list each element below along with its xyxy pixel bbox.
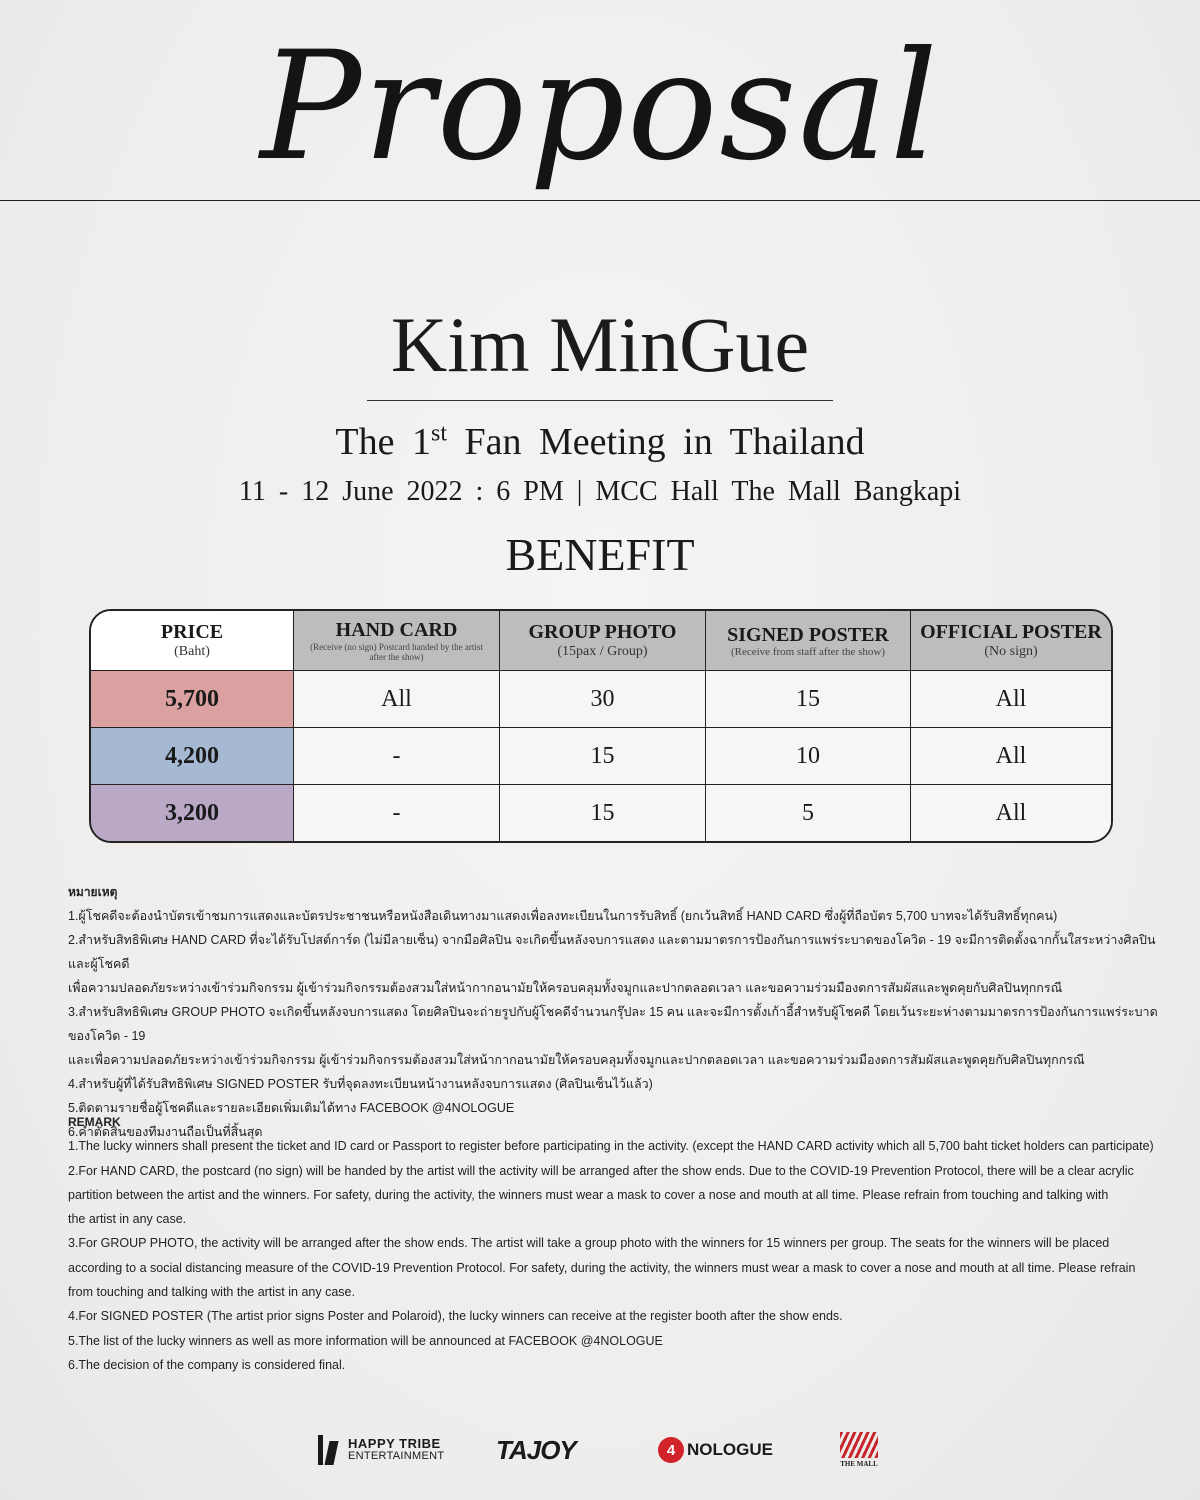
the-mall-text: THE MALL xyxy=(840,1460,878,1468)
note-line: 3.สำหรับสิทธิพิเศษ GROUP PHOTO จะเกิดขึ้นหลังจบการแสดง โดยศิลปินจะถ่ายรูปกับผู้โชคดีจำนวนกรุ๊ปละ 15 คน และจะมีการตั้งเก้าอี้สำหรับผู้โชคดี โดยเว้นระยะห่างตามมาตรการป้องกันการแพร่ระบาดของโควิด - 19 xyxy=(68,1005,1158,1043)
note-line: 4.สำหรับผู้ที่ได้รับสิทธิพิเศษ SIGNED POSTER รับที่จุดลงทะเบียนหน้างานหลังจบการแสดง (ศิลปินเซ็นไว้แล้ว) xyxy=(68,1077,653,1091)
tajoy-logo: TAJOY xyxy=(496,1434,576,1465)
happy-tribe-logo xyxy=(318,1428,444,1472)
table-cell: 15 xyxy=(500,785,706,841)
remark-line: from touching and talking with the artist in any case. xyxy=(68,1285,355,1300)
table-cell: 15 xyxy=(706,671,911,728)
remark-line: partition between the artist and the winners. For safety, during the activity, the winners must wear a mask to cover a nose and mouth at all time. Please refrain from touching and talking with xyxy=(68,1187,1109,1202)
price-cell: 4,200 xyxy=(91,728,294,785)
note-line: 5.ติดตามรายชื่อผู้โชคดีและรายละเอียดเพิ่มเติมได้ทาง FACEBOOK @4NOLOGUE xyxy=(68,1101,515,1115)
sponsor-logos xyxy=(0,1428,1200,1472)
notes-thai xyxy=(68,880,1168,1144)
header-price: PRICE (Baht) xyxy=(91,611,294,671)
table-cell: 5 xyxy=(706,785,911,841)
price-cell: 3,200 xyxy=(91,785,294,841)
remark-line: the artist in any case. xyxy=(68,1212,187,1227)
note-line: 2.สำหรับสิทธิพิเศษ HAND CARD ที่จะได้รับโปสต์การ์ด (ไม่มีลายเซ็น) จากมือศิลปิน จะเกิดขึ้นหลังจบการแสดง และตามมาตรการป้องกันการแพร่ระบาดของโควิด - 19 จะมีการติดตั้งฉากกั้นใสระหว่างศิลปินและผู้โชคดี xyxy=(68,933,1156,971)
happy-tribe-text: HAPPY TRIBE xyxy=(348,1436,441,1451)
divider xyxy=(367,400,833,401)
table-cell: All xyxy=(294,671,500,728)
header-signed-poster: SIGNED POSTER (Receive from staff after the show) xyxy=(706,611,911,671)
happy-tribe-mark-icon xyxy=(318,1435,340,1465)
header-group-photo: GROUP PHOTO (15pax / Group) xyxy=(500,611,706,671)
remark-line: 4.For SIGNED POSTER (The artist prior signs Poster and Polaroid), the lucky winners can receive at the register booth after the show ends. xyxy=(68,1309,843,1324)
note-line: และเพื่อความปลอดภัยระหว่างเข้าร่วมกิจกรรม ผู้เข้าร่วมกิจกรรมต้องสวมใส่หน้ากากอนามัยให้ครอบคลุมทั้งจมูกและปากตลอดเวลา และขอความร่วมมืองดการสัมผัสและพูดคุยกับศิลปินทุกกรณี xyxy=(68,1053,1085,1067)
date-venue: 11 - 12 June 2022 : 6 PM | MCC Hall The Mall Bangkapi xyxy=(238,476,962,507)
remark-line: according to a social distancing measure of the COVID-19 Prevention Protocol. For safety, during the activity, the winners must wear a mask to cover a nose and mouth at all time. Please refrain xyxy=(68,1260,1136,1275)
price-cell: 5,700 xyxy=(91,671,294,728)
the-mall-logo xyxy=(840,1428,878,1472)
the-mall-mark-icon xyxy=(840,1432,878,1458)
4nologue-logo xyxy=(658,1428,773,1472)
note-line: เพื่อความปลอดภัยระหว่างเข้าร่วมกิจกรรม ผู้เข้าร่วมกิจกรรมต้องสวมใส่หน้ากากอนามัยให้ครอบคลุมทั้งจมูกและปากตลอดเวลา และขอความร่วมมืองดการสัมผัสและพูดคุยกับศิลปินทุกกรณี xyxy=(68,981,1063,995)
artist-name: Kim MinGue xyxy=(390,301,810,388)
remark-heading: REMARK xyxy=(68,1115,121,1129)
table-cell: 30 xyxy=(500,671,706,728)
table-cell: All xyxy=(911,785,1111,841)
remark-line: 6.The decision of the company is considered final. xyxy=(68,1357,346,1372)
proposal-title: Proposal xyxy=(260,20,940,194)
table-cell: All xyxy=(911,728,1111,785)
remark-english xyxy=(68,1110,1168,1377)
remark-line: 2.For HAND CARD, the postcard (no sign) will be handed by the artist will the activity will be arranged after the show ends. Due to the COVID-19 Prevention Protocol, there will be a clear acrylic xyxy=(68,1163,1134,1178)
notes-heading: หมายเหตุ xyxy=(68,885,118,899)
4nologue-text: NOLOGUE xyxy=(687,1440,773,1459)
section-title: BENEFIT xyxy=(505,529,695,580)
table-cell: 15 xyxy=(500,728,706,785)
table-cell: - xyxy=(294,728,500,785)
title-underline xyxy=(0,200,1200,201)
happy-tribe-subtext: ENTERTAINMENT xyxy=(348,1450,445,1462)
note-line: 1.ผู้โชคดีจะต้องนำบัตรเข้าชมการแสดงและบัตรประชาชนหรือหนังสือเดินทางมาแสดงเพื่อลงทะเบียนในการรับสิทธิ์ (ยกเว้นสิทธิ์ HAND CARD ซึ่งผู้ที่ถือบัตร 5,700 บาทจะได้รับสิทธิ์ทุกคน) xyxy=(68,909,1058,923)
header-hand-card: HAND CARD (Receive (no sign) Postcard handed by the artist after the show) xyxy=(294,611,500,671)
benefit-table xyxy=(89,609,1113,843)
event-title: The 1st Fan Meeting in Thailand xyxy=(335,420,865,463)
table-cell: All xyxy=(911,671,1111,728)
header-official-poster: OFFICIAL POSTER (No sign) xyxy=(911,611,1111,671)
remark-line: 5.The list of the lucky winners as well as more information will be announced at FACEBOOK @4NOLOGUE xyxy=(68,1333,663,1348)
note-line: 6.คำตัดสินของทีมงานถือเป็นที่สิ้นสุด xyxy=(68,1125,263,1139)
4nologue-mark-icon: 4 xyxy=(658,1437,684,1463)
remark-line: 3.For GROUP PHOTO, the activity will be arranged after the show ends. The artist will take a group photo with the winners for 15 winners per group. The seats for the winners will be placed xyxy=(68,1236,1110,1251)
table-cell: - xyxy=(294,785,500,841)
remark-line: 1.The lucky winners shall present the ticket and ID card or Passport to register before participating in the activity. (except the HAND CARD activity which all 5,700 baht ticket holders can participate) xyxy=(68,1139,1154,1154)
table-cell: 10 xyxy=(706,728,911,785)
